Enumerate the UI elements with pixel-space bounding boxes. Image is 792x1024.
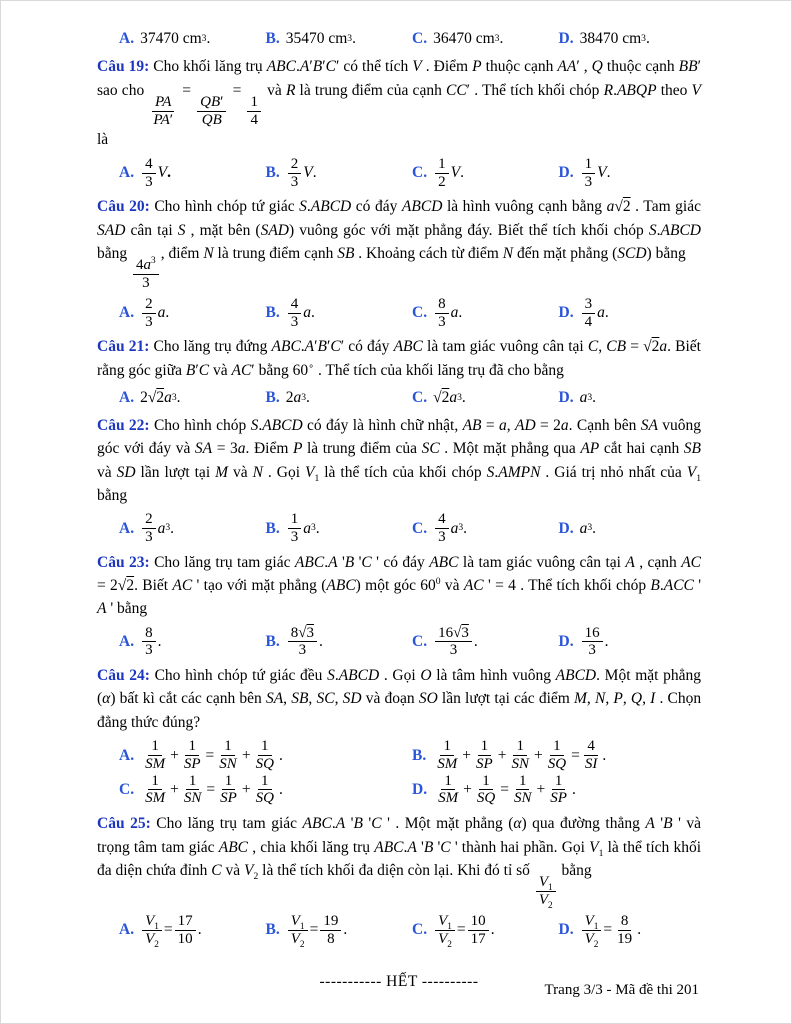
question-20-option-d: [559, 296, 702, 331]
question-24-option-d: [412, 773, 701, 808]
question-20-options: [97, 292, 701, 336]
question-23: [97, 551, 701, 664]
question-20-text: Cho hình chóp tứ giác S.ABCD có đáy ABCD là hình vuông cạnh bằng a√2 . Tam giác SAD cân tại S , mặt bên (SAD) vuông góc với mặt phẳng đáy. Biết thể tích khối chóp S.ABCD bằng $\frac{4a^3}{3}$ , điểm N là trung điểm cạnh SB . Khoảng cách từ điểm N đến mặt phẳng (SCD) bằng: [97, 198, 701, 291]
question-20-option-a: [119, 296, 262, 331]
option-letter: B.: [265, 164, 280, 182]
question-24-option-c: [119, 773, 408, 808]
question-23-text: Cho lăng trụ tam giác ABC.A 'B 'C ' có đáy ABC là tam giác vuông cân tại A , cạnh AC = 2√2. Biết AC ' tạo với mặt phẳng (ABC) một góc $60^0$ và AC ' = 4 . Thể tích khối chóp B.ACC ' A ' bằng: [97, 553, 702, 618]
option-letter: A.: [119, 164, 135, 182]
page-footer: Trang 3/3 - Mã đề thi 201: [544, 981, 699, 998]
question-25-option-a: [119, 913, 262, 948]
option-letter: D.: [558, 633, 574, 651]
question-22-number: Câu 22:: [97, 417, 150, 435]
option-letter: D.: [558, 388, 574, 406]
option-content: 1 3 a 3 .: [286, 511, 320, 546]
question-21-text: Cho lăng trụ đứng ABC.A′B′C′ có đáy ABC là tam giác vuông cân tại C, CB = √2a. Biết rằng góc giữa B′C và AC′ bằng 60∘ . Thể tích của khối lăng trụ đã cho bằng: [97, 338, 701, 379]
option-letter: B.: [265, 921, 280, 939]
end-of-exam-marker: ----------- HẾT ----------: [319, 973, 479, 991]
option-letter: B.: [265, 633, 280, 651]
question-23-option-b: [266, 625, 409, 660]
option-letter: C.: [412, 388, 428, 406]
question-19-option-c: [412, 156, 555, 191]
option-content: 16√3 3 .: [433, 625, 478, 660]
question-20-option-c: [412, 296, 555, 331]
option-letter: A.: [119, 388, 135, 406]
question-19: [97, 55, 701, 195]
option-content: a 3 .: [579, 388, 596, 406]
top-answer-row: [97, 27, 701, 55]
question-24-option-b: [412, 738, 701, 773]
question-20-option-b: [266, 296, 409, 331]
option-letter: C.: [412, 519, 428, 537]
question-23-option-c: [412, 625, 555, 660]
option-content: $V_1$ $V_2$ = 19 8 .: [286, 913, 347, 948]
question-21-option-b: [266, 386, 409, 409]
question-22-text: Cho hình chóp S.ABCD có đáy là hình chữ nhật, AB = a, AD = 2a. Cạnh bên SA vuông góc với đáy và SA = 3a. Điểm P là trung điểm của SC . Một mặt phẳng qua AP cắt hai cạnh SB và SD lần lượt tại M và N . Gọi $V_1$ là thể tích của khối chóp S.AMPN . Giá trị nhỏ nhất của $V_1$ bằng: [97, 417, 702, 504]
option-content: 1 SM + 1 SP = 1 SN + 1 SQ .: [145, 737, 283, 772]
top-option-c: [412, 27, 555, 50]
option-letter: C.: [119, 781, 135, 799]
question-22: [97, 414, 701, 551]
question-19-options: [97, 152, 701, 196]
question-19-option-b: [266, 156, 409, 191]
question-20: [97, 195, 701, 335]
option-letter: D.: [412, 781, 428, 799]
question-23-option-d: [559, 625, 702, 660]
option-letter: A.: [119, 921, 135, 939]
question-23-number: Câu 23:: [97, 553, 150, 571]
question-19-option-a: [119, 156, 262, 191]
question-19-text: Cho khối lăng trụ ABC.A′B′C′ có thể tích V . Điểm P thuộc cạnh AA′ , Q thuộc cạnh BB′ sao cho $\frac{PA}{PA'}$ = $\frac{QB'}{QB}$ = $\frac{1}{4}$ và R là trung điểm của cạnh CC′ . Thể tích khối chóp R.ABQP theo V là: [97, 58, 702, 149]
question-21-number: Câu 21:: [97, 338, 150, 356]
question-24-options: [97, 734, 701, 812]
question-24-option-a: [119, 738, 408, 773]
question-25-options: [97, 909, 701, 953]
option-content: 2 3 a 3 .: [140, 511, 174, 546]
question-21-option-d: [559, 386, 702, 409]
option-content: √ 2 a 3 .: [433, 388, 466, 406]
option-content: 8 3 a .: [433, 296, 462, 331]
question-19-body: [97, 55, 701, 151]
question-24-number: Câu 24:: [97, 667, 150, 685]
option-content: 1 SM + 1 SP + 1 SN + 1 SQ = 4 SI .: [437, 737, 607, 772]
question-25-option-d: [559, 913, 702, 948]
question-19-number: Câu 19:: [97, 58, 150, 76]
option-content: 4 3 a .: [286, 296, 315, 331]
option-letter: A.: [119, 304, 135, 322]
question-25: [97, 812, 701, 952]
page-content: [1, 1, 791, 994]
option-content: 36470 cm 3 .: [433, 30, 504, 47]
option-content: 2√ 2 a 3 .: [140, 388, 181, 406]
question-22-option-a: [119, 511, 262, 546]
option-letter: C.: [412, 633, 428, 651]
option-letter: C.: [412, 304, 428, 322]
option-content: 1 3 V .: [580, 156, 611, 191]
question-25-text: Cho lăng trụ tam giác ABC.A 'B 'C ' . Một mặt phẳng (α) qua đường thẳng A 'B ' và trọng tâm tam giác ABC , chia khối lăng trụ ABC.A 'B 'C ' thành hai phần. Gọi $V_1$ là thể tích khối đa diện chứa đỉnh C và $V_2$ là thể tích khối đa diện còn lại. Khi đó tỉ số $\frac{V_1}{V_2}$ bằng: [97, 815, 702, 911]
option-content: 1 2 V .: [433, 156, 464, 191]
question-22-options: [97, 507, 701, 551]
question-22-option-b: [266, 511, 409, 546]
option-letter: C.: [412, 921, 428, 939]
option-content: 4 3 a 3 .: [433, 511, 467, 546]
option-letter: B.: [265, 30, 280, 47]
option-content: $V_1$ $V_2$ = 10 17 .: [433, 913, 494, 948]
question-21-option-c: [412, 386, 555, 409]
option-letter: D.: [558, 304, 574, 322]
option-content: 38470 cm 3 .: [579, 30, 650, 47]
option-letter: A.: [119, 633, 135, 651]
option-content: 8√3 3 .: [286, 625, 323, 660]
option-letter: B.: [412, 746, 427, 764]
question-24: [97, 664, 701, 812]
question-25-option-b: [266, 913, 409, 948]
option-letter: B.: [265, 388, 280, 406]
option-letter: A.: [119, 519, 135, 537]
option-letter: D.: [558, 164, 574, 182]
question-25-number: Câu 25:: [97, 815, 151, 833]
option-content: 2 3 a .: [140, 296, 169, 331]
option-content: 1 SM + 1 SQ = 1 SN + 1 SP .: [438, 772, 576, 807]
option-letter: C.: [412, 164, 428, 182]
option-content: 1 SM + 1 SN = 1 SP + 1 SQ .: [145, 772, 283, 807]
question-22-body: [97, 414, 701, 507]
question-22-option-d: [559, 511, 702, 546]
option-content: 2 3 V .: [286, 156, 317, 191]
option-content: $V_1$ $V_2$ = 8 19 .: [580, 913, 641, 948]
option-content: 35470 cm 3 .: [285, 30, 356, 47]
question-21: [97, 335, 701, 414]
option-letter: D.: [558, 30, 574, 47]
question-24-text: Cho hình chóp tứ giác đều S.ABCD . Gọi O là tâm hình vuông ABCD. Một mặt phẳng (α) bất kì cắt các cạnh bên SA, SB, SC, SD và đoạn SO lần lượt tại các điểm M, N, P, Q, I . Chọn đẳng thức đúng?: [97, 667, 702, 731]
option-content: 16 3 .: [580, 625, 609, 660]
option-letter: A.: [119, 746, 135, 764]
question-20-body: [97, 195, 701, 291]
option-content: $V_1$ $V_2$ = 17 10 .: [140, 913, 201, 948]
option-content: 4 3 V .: [140, 156, 171, 191]
option-content: a 3 .: [579, 519, 596, 537]
option-content: 2 a 3 .: [285, 388, 310, 406]
option-content: 3 4 a .: [580, 296, 609, 331]
question-23-options: [97, 621, 701, 665]
question-21-body: [97, 335, 701, 382]
question-21-option-a: [119, 386, 262, 409]
option-content: 8 3 .: [140, 625, 161, 660]
question-21-options: [97, 382, 701, 414]
question-22-option-c: [412, 511, 555, 546]
top-option-d: [559, 27, 702, 50]
option-letter: C.: [412, 30, 428, 47]
option-letter: B.: [265, 519, 280, 537]
question-24-body: [97, 664, 701, 734]
question-25-body: [97, 812, 702, 911]
option-letter: B.: [265, 304, 280, 322]
question-25-option-c: [412, 913, 555, 948]
question-23-body: [97, 551, 701, 621]
option-content: 37470 cm 3 .: [140, 30, 211, 47]
question-20-number: Câu 20:: [97, 198, 150, 216]
option-letter: D.: [558, 519, 574, 537]
top-option-a: [119, 27, 262, 50]
top-option-b: [266, 27, 409, 50]
question-23-option-a: [119, 625, 262, 660]
option-letter: A.: [119, 30, 135, 47]
option-letter: D.: [558, 921, 574, 939]
question-19-option-d: [559, 156, 702, 191]
